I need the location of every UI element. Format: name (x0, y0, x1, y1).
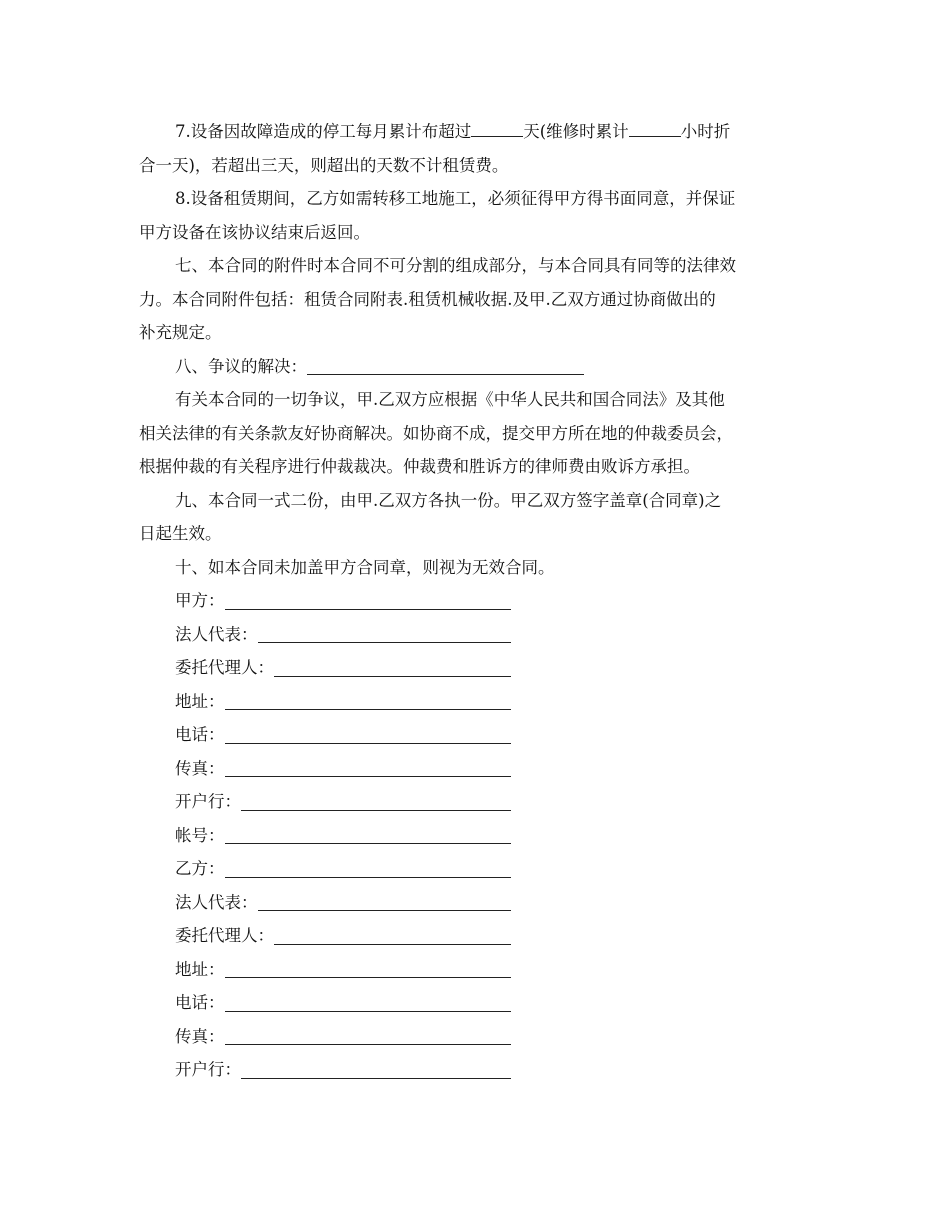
field-phone-b (175, 986, 813, 1020)
field-address-a (175, 685, 813, 719)
clause-8-line-1: 8.设备租赁期间，乙方如需转移工地施工，必须征得甲方得书面同意，并保证 (175, 189, 736, 208)
section-8-line-3: 根据仲裁的有关程序进行仲裁裁决。仲裁费和胜诉方的律师费由败诉方承担。 (139, 457, 700, 476)
field-blank-line[interactable] (225, 743, 511, 744)
field-blank-line[interactable] (225, 877, 511, 878)
field-party-a (175, 584, 813, 618)
field-label: 电话： (175, 725, 225, 744)
field-fax-b (175, 1020, 813, 1054)
signature-fields (139, 584, 813, 1087)
field-bank-a (175, 785, 813, 819)
section-9-line-1: 九、本合同一式二份，由甲.乙双方各执一份。甲乙双方签字盖章(合同章)之 (175, 490, 722, 510)
clause-7-text-a: 7.设备因故障造成的停工每月累计布超过 (175, 122, 472, 141)
field-blank-line[interactable] (225, 843, 511, 844)
field-legal-rep-a (175, 618, 813, 652)
field-label: 法人代表： (175, 624, 258, 644)
field-blank-line[interactable] (225, 1011, 511, 1012)
field-label: 帐号： (175, 825, 225, 845)
contract-body (139, 114, 813, 1087)
field-label: 地址： (175, 691, 225, 711)
field-blank-line[interactable] (258, 642, 511, 643)
blank-days (471, 114, 523, 137)
section-9-line-2: 日起生效。 (139, 524, 222, 543)
field-account-a (175, 819, 813, 853)
field-bank-b (175, 1053, 813, 1087)
field-label: 乙方： (175, 859, 225, 878)
clause-7-line-2: 合一天)，若超出三天，则超出的天数不计租赁费。 (139, 155, 509, 175)
section-10: 十、如本合同未加盖甲方合同章，则视为无效合同。 (175, 557, 555, 577)
field-agent-b (175, 919, 813, 953)
blank-hours (629, 114, 681, 137)
field-blank-line[interactable] (274, 676, 511, 677)
field-blank-line[interactable] (225, 977, 511, 978)
clause-7-line-1 (139, 114, 813, 149)
field-legal-rep-b (175, 886, 813, 920)
field-blank-line[interactable] (225, 709, 511, 710)
field-label: 委托代理人： (175, 926, 274, 945)
clause-7 (139, 114, 813, 149)
field-blank-line[interactable] (225, 609, 511, 610)
section-7-line-1: 七、本合同的附件时本合同不可分割的组成部分，与本合同具有同等的法律效 (175, 256, 736, 275)
field-blank-line[interactable] (241, 810, 511, 811)
clause-7-text-b: 天(维修时累计 (523, 122, 629, 141)
field-label: 开户行： (175, 1060, 241, 1079)
dispute-blank (307, 374, 584, 375)
clause-8-line-2: 甲方设备在该协议结束后返回。 (139, 222, 370, 242)
section-7-line-3: 补充规定。 (139, 323, 222, 342)
field-party-b (175, 852, 813, 886)
field-label: 传真： (175, 1026, 225, 1046)
field-agent-a (175, 651, 813, 685)
field-blank-line[interactable] (258, 910, 511, 911)
field-label: 甲方： (175, 591, 225, 610)
field-address-b (175, 953, 813, 987)
section-8-line-2: 相关法律的有关条款友好协商解决。如协商不成，提交甲方所在地的仲裁委员会， (139, 423, 733, 443)
field-blank-line[interactable] (274, 944, 511, 945)
field-phone-a (175, 718, 813, 752)
section-7-line-2: 力。本合同附件包括：租赁合同附表.租赁机械收据.及甲.乙双方通过协商做出的 (139, 289, 716, 309)
field-label: 地址： (175, 959, 225, 979)
field-blank-line[interactable] (225, 1044, 511, 1045)
clause-7-text-c: 小时折 (680, 122, 731, 141)
field-label: 电话： (175, 993, 225, 1012)
field-fax-a (175, 752, 813, 786)
section-8-line-1: 有关本合同的一切争议，甲.乙双方应根据《中华人民共和国合同法》及其他 (175, 390, 725, 409)
field-label: 传真： (175, 758, 225, 778)
field-blank-line[interactable] (241, 1078, 511, 1079)
field-label: 法人代表： (175, 892, 258, 912)
field-label: 委托代理人： (175, 658, 274, 677)
section-8-title: 八、争议的解决： (175, 350, 813, 384)
field-blank-line[interactable] (225, 776, 511, 777)
field-label: 开户行： (175, 792, 241, 811)
